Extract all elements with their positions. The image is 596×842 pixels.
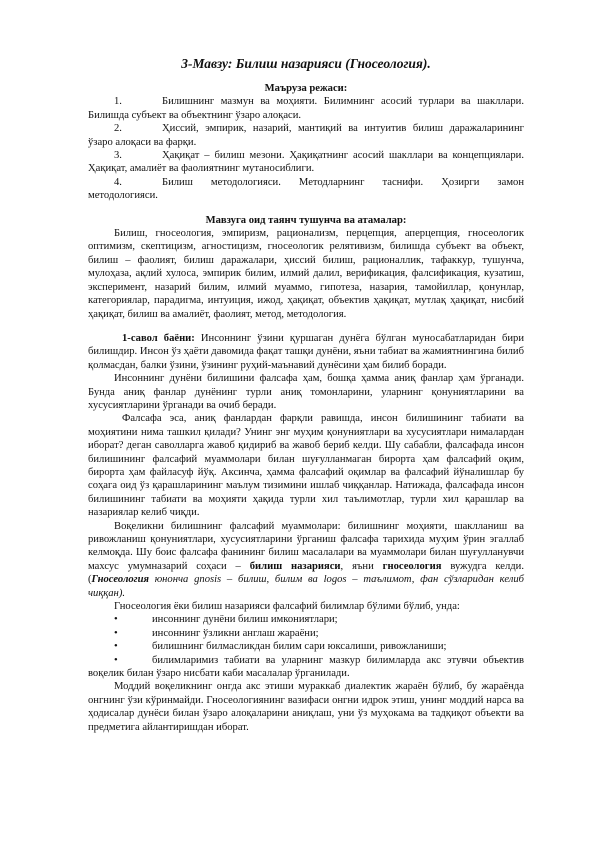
list-item bbox=[88, 613, 524, 626]
bullet-list bbox=[88, 613, 524, 680]
plan-item bbox=[88, 149, 524, 162]
page-title: 3-Мавзу: Билиш назарияси (Гносеология). bbox=[181, 56, 431, 71]
plan-item bbox=[88, 176, 524, 189]
plan-item-text: Билиш методологияси. Методларнинг таснифи. Ҳозирги замон bbox=[162, 176, 524, 188]
body-paragraph bbox=[88, 520, 524, 600]
plan-item-continuation: Билишда субъект ва объектнинг ўзаро алоқаси. bbox=[88, 109, 302, 121]
terms-paragraph: Билиш, гносеология, эмпиризм, рационализм, перцепция, аперцепция, гносеологик оптимизм, скептицизм, агностицизм, гносеологик релятивизм, билишда субъект ва объект, билиш – фаолият, билиш даражалари, ҳиссий билиш, рационаллик, тафаккур, тушунча, мулоҳаза, ақлий хулоса, эмпирик билим, илмий далил, верификация, фалсификация, кузатиш, эксперимент, назарий билим, илмий муаммо, гипотеза, назария, тамойиллар, қонунлар, категориялар, парадигма, интуиция, ижод, ҳақиқат, объектив ҳақиқат, мутлақ ҳақиқат, нисбий ҳақиқат, билиш ва амалиёт, фаолият, метод, методология. bbox=[88, 228, 524, 320]
plan-item bbox=[88, 122, 524, 135]
question-1-text: Инсоннинг ўзини қуршаган дунёга бўлган муносабатларидан бири билишдир. Инсон ўз ҳаёти давомида фақат ташқи дунёни, яъни табиат ва жамиятнингина билиб қолмасдан, балки ўзини, ўзининг руҳий-маънавий дунёсини ҳам билиб боради. bbox=[88, 332, 524, 371]
paragraph-text: вужудга келди. ( bbox=[88, 560, 525, 586]
plan-heading: Маъруза режаси: bbox=[264, 83, 348, 94]
bullet-icon: • bbox=[114, 614, 118, 626]
question-1-label: 1-савол баёни: bbox=[122, 332, 195, 344]
list-item-text: билишнинг билмасликдан билим сари юксалиши, ривожланиши; bbox=[152, 641, 447, 653]
plan-item-text: Ҳақиқат – билиш мезони. Ҳақиқатнинг асосий шакллари ва концепциялари. bbox=[162, 150, 524, 162]
paragraph-text: Воқеликни билишнинг фалсафий муаммолари: билишнинг моҳияти, шаклланиш ва ривожланиш қонуниятлари, хусусиятларини ўрганиш фалсафа тарихида муҳим ўрин эгаллаб келмоқда. Шу боис фалсафа фанининг билиш масалалари ва муаммолари билан шуғулланувчи махсус умумназарий соҳаси – bbox=[88, 520, 524, 572]
list-item bbox=[88, 627, 524, 640]
body-paragraph: Моддий воқеликнинг онгда акс этиши мураккаб диалектик жараён бўлиб, бу жараёнда онгнинг ўзи кўринмайди. Гносеологиянинг вазифаси онгни идрок этиш, унинг моддий нарса ва ҳодисалар дунёси билан ўзаро алоқаларини аниқлаш, уни ўз муҳокама ва тадқиқот объекти ва предметига айлантиришдан иборат. bbox=[88, 681, 524, 733]
plan-list bbox=[88, 95, 524, 202]
paragraph-text: , яъни bbox=[340, 560, 383, 572]
body-paragraph: Инсоннинг дунёни билишини фалсафа ҳам, бошқа ҳамма аниқ фанлар ҳам ўрганади. Бунда аниқ фанлар дунёнинг турли аниқ томонларини, уларнинг қонуниятларини ва хусусиятларини ўрганади ва очиб беради. bbox=[88, 373, 524, 411]
plan-item-text: Ҳиссий, эмпирик, назарий, мантиқий ва интуитив билиш даражаларининг bbox=[162, 123, 524, 135]
terms-heading: Мавзуга оид таянч тушунча ва атамалар: bbox=[205, 214, 407, 226]
etymology-note: юнонча gnosis – билиш, билим ва logos – таълимот, фан сўзларидан келиб чиққан). bbox=[88, 574, 524, 599]
plan-item-continuation: Ҳақиқат, амалиёт ва фаолиятнинг мутаносиблиги. bbox=[88, 163, 315, 175]
list-item-text: инсоннинг дунёни билиш имкониятлари; bbox=[152, 614, 338, 626]
bullet-icon: • bbox=[114, 654, 118, 666]
term-highlight: Гносеология bbox=[91, 574, 149, 586]
list-item-text: билимларимиз табиати ва уларнинг мазкур билимларда акс этувчи объектив bbox=[152, 654, 524, 666]
bullet-icon: • bbox=[114, 641, 118, 653]
plan-item-continuation: методологияси. bbox=[88, 190, 158, 202]
body-paragraph: Гносеология ёки билиш назарияси фалсафий билимлар бўлими бўлиб, унда: bbox=[114, 601, 460, 613]
plan-item-number: 4. bbox=[114, 176, 122, 188]
list-item-text: инсоннинг ўзликни англаш жараёни; bbox=[152, 627, 319, 639]
term-highlight: гносеология bbox=[382, 560, 442, 572]
plan-item-number: 3. bbox=[114, 150, 122, 162]
bullet-icon: • bbox=[114, 627, 118, 639]
plan-item-number: 2. bbox=[114, 123, 122, 135]
question-1-paragraph bbox=[88, 332, 524, 372]
body-paragraph: Фалсафа эса, аниқ фанлардан фарқли равишда, инсон билишининг табиати ва моҳиятини нима ташкил қилади? Унинг энг муҳим қонуниятлари ва хусусиятлари нималардан иборат? деган саволларга жавоб қидириб ва жавоб бериб келди. Шу сабабли, фалсафада инсон билишининг фалсафий муаммолари билан шуғулланмаган бирорта ҳам фалсафий оқим, бирорта ҳам файласуф йўқ. Аксинча, ҳамма фалсафий оқимлар ва фалсафий йўналишлар бу соҳага оид ўз қарашларининг маълум тизимини ишлаб чиққанлар. Натижада, фалсафада инсон билишининг табиати ва моҳияти ҳақида турли хил таълимотлар, турли хил қарашлар ва назариялар келиб чиқди. bbox=[88, 413, 524, 519]
plan-item-text: Билишнинг мазмун ва моҳияти. Билимнинг асосий турлари ва шакллари. bbox=[162, 96, 524, 108]
plan-item-number: 1. bbox=[114, 96, 122, 108]
term-highlight: билиш назарияси bbox=[249, 560, 341, 572]
list-item bbox=[88, 654, 524, 667]
list-item bbox=[88, 640, 524, 653]
document-body bbox=[88, 56, 524, 734]
plan-item bbox=[88, 95, 524, 108]
plan-item-continuation: ўзаро алоқаси ва фарқи. bbox=[88, 136, 197, 148]
list-item-continuation: воқелик билан ўзаро нисбати каби масалалар ўрганилади. bbox=[88, 668, 350, 680]
